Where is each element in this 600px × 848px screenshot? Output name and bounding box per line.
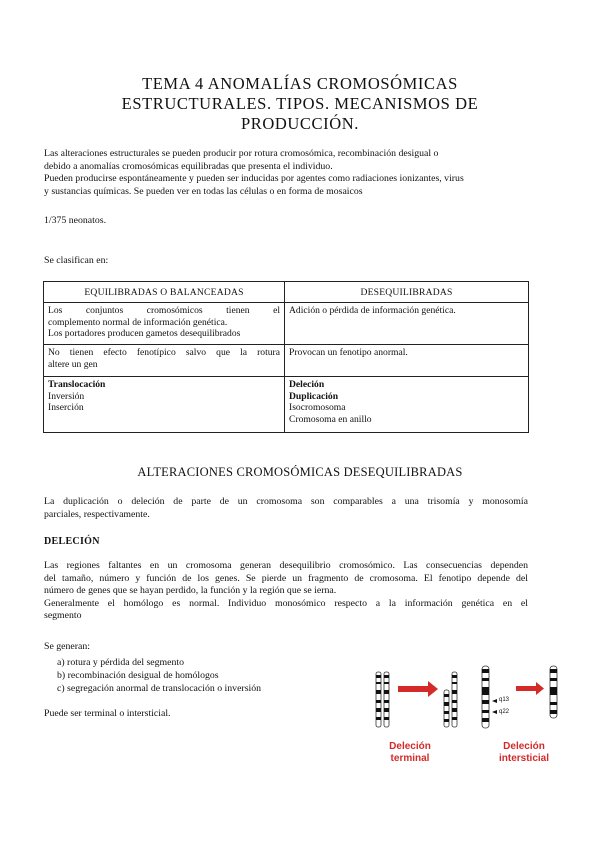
- generated-list: [57, 656, 261, 695]
- table-cell: [44, 303, 285, 345]
- classification-table: [43, 281, 529, 433]
- arrow-icon: [398, 681, 438, 697]
- generated-label: Se generan:: [44, 641, 90, 652]
- label-line: intersticial: [498, 753, 550, 764]
- table-row: [44, 345, 529, 377]
- list-item: b) recombinación desigual de homólogos: [57, 670, 219, 681]
- cell-line: Los conjuntos cromosómicos tienen el: [48, 305, 280, 316]
- cell-line: Inserción: [48, 402, 84, 414]
- intro-line-4: y sustancias químicas. Se pueden ver en todas las células o en forma de mosaicos: [44, 185, 363, 197]
- cell-line: Deleción: [289, 379, 325, 390]
- intro-paragraph: [44, 148, 528, 198]
- intro-line-2: debido a anomalías cromosómicas equilibradas que presenta el individuo.: [44, 160, 333, 172]
- table-row: [44, 377, 529, 433]
- label-line: terminal: [390, 753, 430, 764]
- chromosome-pair-terminal-deletion: [444, 672, 457, 727]
- paragraph-line: Las regiones faltantes en un cromosoma generan desequilibrio cromosómico. Las consecuencias dependen: [44, 560, 528, 571]
- cell-line: Cromosoma en anillo: [289, 413, 372, 425]
- list-item: c) segregación anormal de translocación o inversión: [57, 683, 262, 694]
- cell-line: No tienen efecto fenotípico salvo que la rotura: [48, 347, 280, 358]
- terminal-text: Puede ser terminal o intersticial.: [44, 708, 171, 719]
- chromosome-interstitial-deletion: [550, 666, 557, 718]
- duplication-paragraph: [44, 496, 528, 521]
- deletion-paragraph: [44, 560, 528, 623]
- table-header-row: [44, 282, 529, 303]
- table-cell: [44, 345, 285, 377]
- paragraph-line: Generalmente el homólogo es normal. Individuo monosómico respecto a la información genética en el: [44, 597, 528, 609]
- header-desequilibradas: DESEQUILIBRADAS: [285, 282, 529, 303]
- title-line-3: PRODUCCIÓN.: [241, 114, 359, 133]
- label-q22: q22: [499, 709, 510, 715]
- intro-line-1: Las alteraciones estructurales se pueden producir por rotura cromosómica, recombinación desigual o: [44, 148, 439, 159]
- paragraph-line: segmento: [44, 610, 82, 622]
- cell-line: complemento normal de información genética.: [48, 316, 228, 328]
- cell-line: Translocación: [48, 379, 106, 390]
- cell-line: altere un gen: [48, 358, 98, 370]
- chromosome-pair-normal: [376, 672, 389, 727]
- cell-line: Provocan un fenotipo anormal.: [289, 347, 408, 358]
- label-terminal-deletion: [370, 741, 450, 765]
- title-line-1: TEMA 4 ANOMALÍAS CROMOSÓMICAS: [142, 74, 458, 93]
- paragraph-line: del tamaño, número y función de los genes. Se pierde un fragmento de cromosoma. El fenotipo depende del: [44, 572, 528, 584]
- label-line: Deleción: [503, 741, 545, 752]
- cell-line: Inversión: [48, 390, 85, 402]
- list-item: a) rotura y pérdida del segmento: [57, 657, 185, 668]
- table-cell: [285, 303, 529, 345]
- paragraph-line: parciales, respectivamente.: [44, 508, 150, 520]
- table-cell: [285, 377, 529, 433]
- header-equilibradas: EQUILIBRADAS O BALANCEADAS: [44, 282, 285, 303]
- classify-label: Se clasifican en:: [44, 255, 109, 266]
- label-q13: q13: [499, 697, 510, 703]
- label-line: Deleción: [389, 741, 431, 752]
- arrow-icon: [516, 682, 544, 695]
- table-row: [44, 303, 529, 345]
- cell-line: Isocromosoma: [289, 402, 346, 414]
- incidence-text: 1/375 neonatos.: [44, 215, 107, 226]
- title-line-2: ESTRUCTURALES. TIPOS. MECANISMOS DE: [121, 94, 479, 113]
- table-cell: [44, 377, 285, 433]
- page-title: [60, 74, 540, 134]
- paragraph-line: número de genes que se hayan perdido, la función y la región que se ierna.: [44, 585, 337, 597]
- subheading-delecion: DELECIÓN: [44, 536, 100, 547]
- paragraph-line: La duplicación o deleción de parte de un cromosoma son comparables a una trisomía y monosomía: [44, 496, 528, 507]
- cell-line: Adición o pérdida de información genética.: [289, 305, 456, 316]
- section-heading: ALTERACIONES CROMOSÓMICAS DESEQUILIBRADAS: [137, 465, 463, 479]
- cell-line: Los portadores producen gametos desequilibrados: [48, 328, 241, 340]
- label-interstitial-deletion: [482, 741, 566, 765]
- chromosome-original: [482, 666, 497, 728]
- intro-line-3: Pueden producirse espontáneamente y pueden ser inducidas por agentes como radiaciones ionizantes, virus: [44, 173, 464, 185]
- cell-line: Duplicación: [289, 390, 339, 402]
- table-cell: [285, 345, 529, 377]
